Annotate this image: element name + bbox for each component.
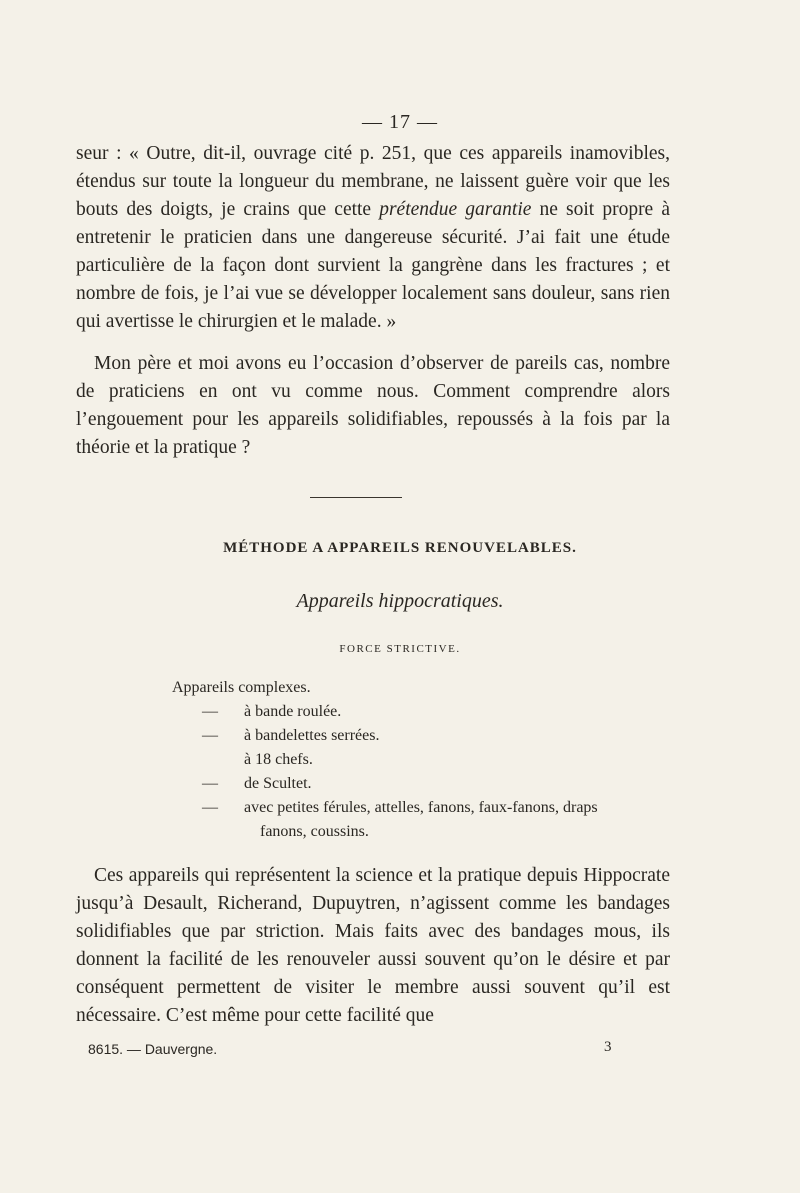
list-dash: — <box>202 799 218 816</box>
force-label: FORCE STRICTIVE. <box>339 643 461 655</box>
page-number: — 17 — <box>362 111 438 133</box>
paragraph-1 <box>76 140 670 336</box>
paragraph-2-text: Mon père et moi avons eu l’occasion d’observer de pareils cas, nombre de praticiens en ont vu comme nous. Comment comprendre alors l’engouement pour les appareils solidifiables, repoussés à la fois par la théorie et la pratique ? <box>76 353 670 458</box>
paragraph-3-text: Ces appareils qui représentent la science et la pratique depuis Hippocrate jusqu’à Desault, Richerand, Dupuytren, n’agissent comme les bandages solidifiables que par striction. Mais faits avec des bandages mous, ils donnent la facilité de les renouveler aussi souvent qu’on le désire et par conséquent permettent de visiter le membre aussi souvent qu’il est nécessaire. C’est même pour cette facilité que <box>76 865 670 1026</box>
list-dash: — <box>202 727 218 744</box>
paragraph-1-text <box>76 140 670 336</box>
list-item-text: Appareils complexes. <box>172 679 311 696</box>
list-item-text: à bandelettes serrées. <box>244 727 380 744</box>
section-divider <box>310 497 402 498</box>
list-item-text: de Scultet. <box>244 775 312 792</box>
list-item-text: fanons, coussins. <box>260 823 369 840</box>
footer-signature: 8615. — Dauvergne. <box>88 1041 218 1057</box>
list-item-text: à bande roulée. <box>244 703 342 720</box>
paragraph-3 <box>76 862 670 1030</box>
list-dash: — <box>202 703 218 720</box>
paragraph-1-start: seur : « Outre, dit-il, ouvrage cité p. 251, que ces appareils inamovibles, étendus sur toute la longueur du membrane, ne laissent guère voir que les bouts des doigts, je crains que cette <box>76 143 670 220</box>
list-item-text: à 18 chefs. <box>244 751 313 768</box>
list-dash: — <box>202 775 218 792</box>
section-heading: MÉTHODE A APPAREILS RENOUVELABLES. <box>223 540 577 556</box>
paragraph-1-italic: prétendue garantie <box>379 199 532 220</box>
list-item-text: avec petites férules, attelles, fanons, faux-fanons, draps <box>244 799 598 816</box>
paragraph-2 <box>76 350 670 462</box>
subheading: Appareils hippocratiques. <box>296 590 504 612</box>
paragraph-1-end: ne soit propre à entretenir le praticien dans une dangereuse sécurité. J’ai fait une étude particulière de la façon dont survient la gangrène dans les fractures ; et nombre de fois, je l’ai vue se développer localement sans douleur, sans rien qui avertisse le chirurgien et le malade. » <box>76 199 670 332</box>
footer-sheet-number: 3 <box>604 1039 612 1055</box>
